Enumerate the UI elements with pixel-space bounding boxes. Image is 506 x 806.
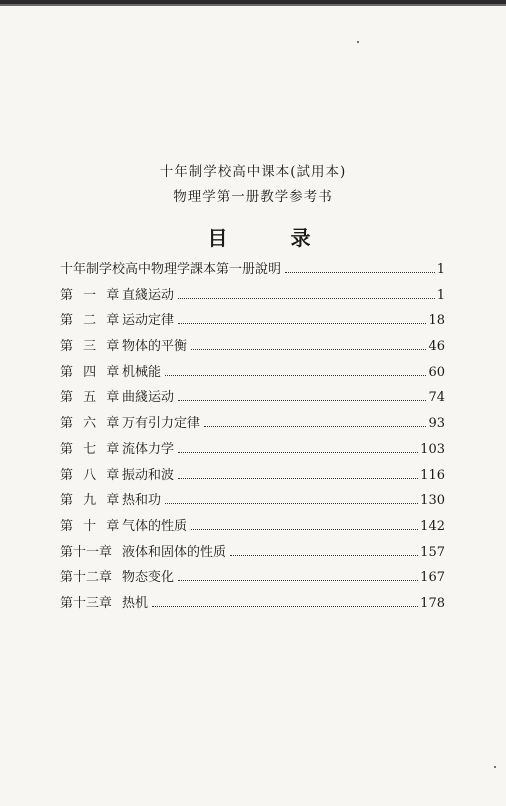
dot-leader	[204, 426, 426, 427]
series-title: 十年制学校高中课本(試用本)	[159, 164, 347, 180]
toc-entry-chapter-5[interactable]	[60, 386, 445, 412]
toc-entry-name: 热和功	[122, 493, 162, 509]
dot-leader	[165, 503, 418, 504]
toc-entry-chapter-9[interactable]	[60, 489, 445, 515]
toc-entry-page: 46	[428, 339, 445, 355]
dot-leader	[178, 580, 418, 581]
toc-chapter-number: 第 一 章	[60, 287, 123, 303]
toc-entry-page: 157	[420, 544, 445, 560]
toc-entry-chapter-13[interactable]	[60, 592, 445, 618]
toc-entry-chapter-1[interactable]	[60, 284, 445, 310]
toc-entry-name: 运动定律	[122, 313, 175, 329]
toc-chapter-number: 第 九 章	[60, 493, 123, 509]
toc-entry-chapter-10[interactable]	[60, 515, 445, 541]
toc-entry-chapter-4[interactable]	[60, 361, 445, 387]
toc-entry-name: 振动和波	[122, 467, 175, 483]
toc-entry-page: 103	[420, 441, 445, 457]
toc-entry-name: 液体和固体的性质	[122, 544, 227, 560]
toc-entry-chapter-11[interactable]	[60, 541, 445, 567]
toc-entry-page: 178	[420, 595, 445, 611]
toc-entry-page: 93	[428, 416, 445, 432]
toc-chapter-number: 第 八 章	[60, 467, 123, 483]
dot-leader	[178, 452, 418, 453]
toc-entry-name: 流体力学	[122, 441, 175, 457]
toc-entry-name: 气体的性质	[122, 518, 188, 534]
print-speck	[357, 41, 359, 43]
toc-entry-intro[interactable]	[60, 258, 445, 284]
toc-entry-page: 60	[428, 364, 445, 380]
dot-leader	[191, 529, 418, 530]
toc-entry-name: 物体的平衡	[122, 339, 188, 355]
toc-entry-name: 十年制学校高中物理学課本第一册說明	[60, 262, 282, 277]
dot-leader	[178, 400, 426, 401]
toc-entry-page: 18	[428, 313, 445, 329]
dot-leader	[191, 349, 426, 350]
toc-chapter-number: 第十三章	[60, 595, 113, 611]
print-speck	[494, 766, 496, 768]
toc-entry-page: 116	[420, 467, 445, 483]
dot-leader	[152, 606, 418, 607]
toc-entry-name: 万有引力定律	[122, 416, 201, 432]
toc-entry-chapter-3[interactable]	[60, 335, 445, 361]
dot-leader	[178, 323, 426, 324]
toc-chapter-number: 第 十 章	[60, 518, 123, 534]
toc-entry-page: 130	[420, 493, 445, 509]
toc-entry-page: 1	[436, 287, 445, 303]
toc-entry-chapter-7[interactable]	[60, 438, 445, 464]
toc-chapter-number: 第 五 章	[60, 390, 123, 406]
toc-entry-chapter-8[interactable]	[60, 464, 445, 490]
toc-chapter-number: 第 三 章	[60, 339, 123, 355]
toc-entry-name: 直綫运动	[122, 287, 175, 303]
dot-leader	[178, 298, 435, 299]
toc-chapter-number: 第 七 章	[60, 441, 123, 457]
toc-chapter-number: 第十一章	[60, 544, 113, 560]
toc-entry-name: 曲綫运动	[122, 390, 175, 406]
toc-chapter-number: 第十二章	[60, 570, 113, 586]
toc-entry-chapter-12[interactable]	[60, 566, 445, 592]
toc-chapter-number: 第 四 章	[60, 364, 123, 380]
page-top-edge	[0, 0, 506, 10]
dot-leader	[178, 478, 418, 479]
toc-chapter-number: 第 二 章	[60, 313, 123, 329]
toc-entry-chapter-6[interactable]	[60, 412, 445, 438]
toc-entry-page: 142	[420, 518, 445, 534]
toc-entry-name: 机械能	[122, 364, 162, 380]
book-title: 物理学第一册教学参考书	[173, 189, 333, 205]
dot-leader	[230, 555, 418, 556]
toc-heading: 目 录	[207, 226, 339, 250]
toc-entry-name: 物态变化	[122, 570, 175, 586]
toc-entry-page: 1	[436, 262, 445, 277]
toc-entry-page: 167	[420, 570, 445, 586]
table-of-contents	[60, 258, 445, 618]
toc-chapter-number: 第 六 章	[60, 416, 123, 432]
toc-entry-name: 热机	[122, 595, 149, 611]
toc-entry-page: 74	[428, 390, 445, 406]
dot-leader	[285, 272, 435, 273]
toc-entry-chapter-2[interactable]	[60, 309, 445, 335]
dot-leader	[165, 375, 426, 376]
